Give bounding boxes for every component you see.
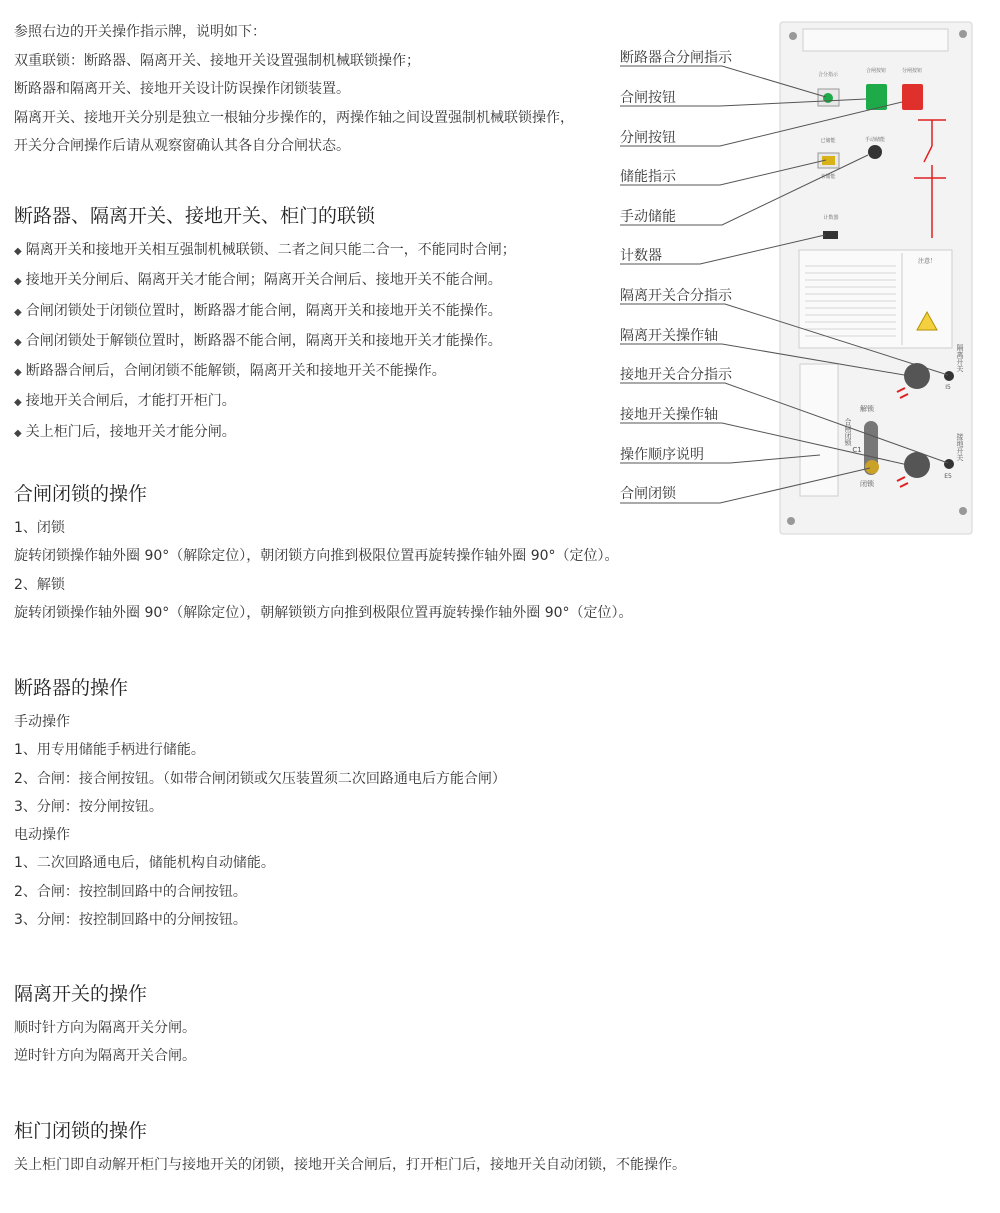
- text-line: 旋转闭锁操作轴外圈 90°（解除定位），朝闭锁方向推到极限位置再旋转操作轴外圈 90°（定位）。: [14, 548, 619, 565]
- label-earth-status: 接地开关合分指示: [620, 367, 732, 383]
- released-text: 未储能: [820, 174, 836, 180]
- label-isolator-status: 隔离开关合分指示: [620, 288, 732, 304]
- bullet-icon: ◆: [14, 336, 22, 348]
- status-ind-text: 合分指示: [817, 72, 839, 78]
- text-line: 1、二次回路通电后，储能机构自动储能。: [14, 855, 275, 872]
- label-open-button: 分闸按钮: [620, 130, 676, 146]
- label-manual-charge: 手动储能: [620, 209, 676, 225]
- closing-lock-body: [14, 514, 633, 627]
- earth-status-indicator: [944, 459, 954, 469]
- intro-line: 双重联锁：断路器、隔离开关、接地开关设置强制机械联锁操作；: [14, 52, 420, 69]
- text-line: 关上柜门即自动解开柜门与接地开关的闭锁，接地开关合闸后，打开柜门后，接地开关自动闭锁，不能操作。: [14, 1157, 686, 1173]
- bullet-icon: ◆: [14, 427, 22, 439]
- isolator-body: [14, 1014, 196, 1071]
- label-breaker-status: 断路器合分闸指示: [620, 50, 732, 66]
- manual-charge-socket-icon: [868, 145, 882, 159]
- list-item: ◆ 断路器合闸后，合闸闭锁不能解锁，隔离开关和接地开关不能操作。: [14, 363, 446, 380]
- text-line: 1、用专用储能手柄进行储能。: [14, 742, 205, 759]
- text-line: 2、合闸：接合闸按钮。（如带合闸闭锁或欠压装置须二次回路通电后方能合闸）: [14, 770, 506, 787]
- text-line: 电动操作: [14, 827, 70, 844]
- label-operation-sequence: 操作顺序说明: [620, 447, 704, 463]
- text-line: 2、合闸：按控制回路中的合闸按钮。: [14, 883, 247, 900]
- close-btn-text: 合闸按钮: [865, 68, 887, 74]
- label-close-button: 合闸按钮: [620, 90, 676, 106]
- e5-text: E5: [944, 473, 952, 480]
- list-item: ◆ 接地开关合闸后，才能打开柜门。: [14, 393, 236, 410]
- screw-icon: [787, 517, 795, 525]
- interlock-title: 断路器、隔离开关、接地开关、柜门的联锁: [14, 205, 376, 227]
- operation-sequence-sheet: [800, 364, 838, 496]
- breaker-body: [14, 708, 506, 934]
- status-indicator-icon: [823, 93, 833, 103]
- intro-text: [14, 18, 614, 161]
- screw-icon: [789, 32, 797, 40]
- earth-vert-text: 接地开关: [956, 433, 964, 461]
- text-line: 手动操作: [14, 714, 70, 730]
- isolator-status-indicator: [944, 371, 954, 381]
- bullet-icon: ◆: [14, 246, 22, 257]
- intro-line: 参照右边的开关操作指示牌，说明如下：: [14, 24, 266, 40]
- label-counter: 计数器: [620, 248, 662, 264]
- screw-icon: [959, 30, 967, 38]
- unlock-text: 解锁: [860, 405, 874, 413]
- bullet-icon: ◆: [14, 276, 22, 288]
- label-earth-shaft: 接地开关操作轴: [620, 407, 718, 423]
- c1-text: C1: [852, 446, 862, 454]
- list-item: ◆ 合闸闭锁处于闭锁位置时，断路器才能合闸，隔离开关和接地开关不能操作。: [14, 302, 502, 319]
- label-energy-indicator: 储能指示: [620, 169, 676, 185]
- warning-text: 注意！: [917, 258, 937, 265]
- bullet-icon: ◆: [14, 367, 22, 379]
- closing-lock-shaft-icon: [865, 460, 879, 474]
- bullet-icon: ◆: [14, 306, 22, 318]
- label-isolator-shaft: 隔离开关操作轴: [620, 328, 718, 344]
- label-closing-lock: 合闸闭锁: [620, 486, 676, 502]
- text-line: 3、分闸：按分闸按钮。: [14, 798, 163, 815]
- door-title: 柜门闭锁的操作: [14, 1120, 148, 1142]
- text-line: 旋转闭锁操作轴外圈 90°（解除定位），朝解锁锁方向推到极限位置再旋转操作轴外圈 90°（定位）。: [14, 604, 633, 621]
- list-item: ◆ 合闸闭锁处于解锁位置时，断路器不能合闸，隔离开关和接地开关才能操作。: [14, 332, 502, 349]
- stored-text: 已储能: [820, 138, 836, 144]
- text-line: 2、解锁: [14, 576, 65, 593]
- manual-text: 手动储能: [864, 137, 886, 143]
- interlock-list: [14, 236, 516, 448]
- bullet-icon: ◆: [14, 397, 22, 409]
- i5-text: I5: [945, 384, 951, 391]
- door-body: [14, 1151, 686, 1179]
- list-item: ◆ 关上柜门后，接地开关才能分闸。: [14, 423, 236, 440]
- intro-line: 开关分合闸操作后请从观察窗确认其各自分合闸状态。: [14, 138, 350, 154]
- text-line: 逆时针方向为隔离开关合闸。: [14, 1048, 196, 1065]
- text-line: 3、分闸：按控制回路中的分闸按钮。: [14, 912, 247, 929]
- screw-icon: [959, 507, 967, 515]
- isolator-vert-text: 隔离开关: [956, 344, 964, 372]
- closing-lock-title: 合闸闭锁的操作: [14, 483, 148, 505]
- counter-display: [823, 231, 838, 239]
- lock-text: 闭锁: [860, 480, 874, 488]
- isolator-title: 隔离开关的操作: [14, 983, 148, 1005]
- intro-line: 隔离开关、接地开关分别是独立一根轴分步操作的，两操作轴之间设置强制机械联锁操作，: [14, 109, 574, 126]
- list-item: ◆ 隔离开关和接地开关相互强制机械联锁、二者之间只能二合一，不能同时合闸；: [14, 242, 516, 258]
- observation-window: [803, 29, 948, 51]
- text-line: 1、闭锁: [14, 520, 65, 536]
- lock-vert-text: 合闸闭锁: [844, 418, 852, 446]
- intro-line: 断路器和隔离开关、接地开关设计防误操作闭锁装置。: [14, 81, 350, 97]
- counter-text: 计数器: [823, 215, 839, 221]
- text-line: 顺时针方向为隔离开关分闸。: [14, 1020, 196, 1036]
- list-item: ◆ 接地开关分闸后、隔离开关才能合闸；隔离开关合闸后、接地开关不能合闸。: [14, 272, 502, 289]
- open-button[interactable]: [902, 84, 923, 110]
- breaker-title: 断路器的操作: [14, 677, 129, 699]
- open-btn-text: 分闸按钮: [901, 68, 923, 74]
